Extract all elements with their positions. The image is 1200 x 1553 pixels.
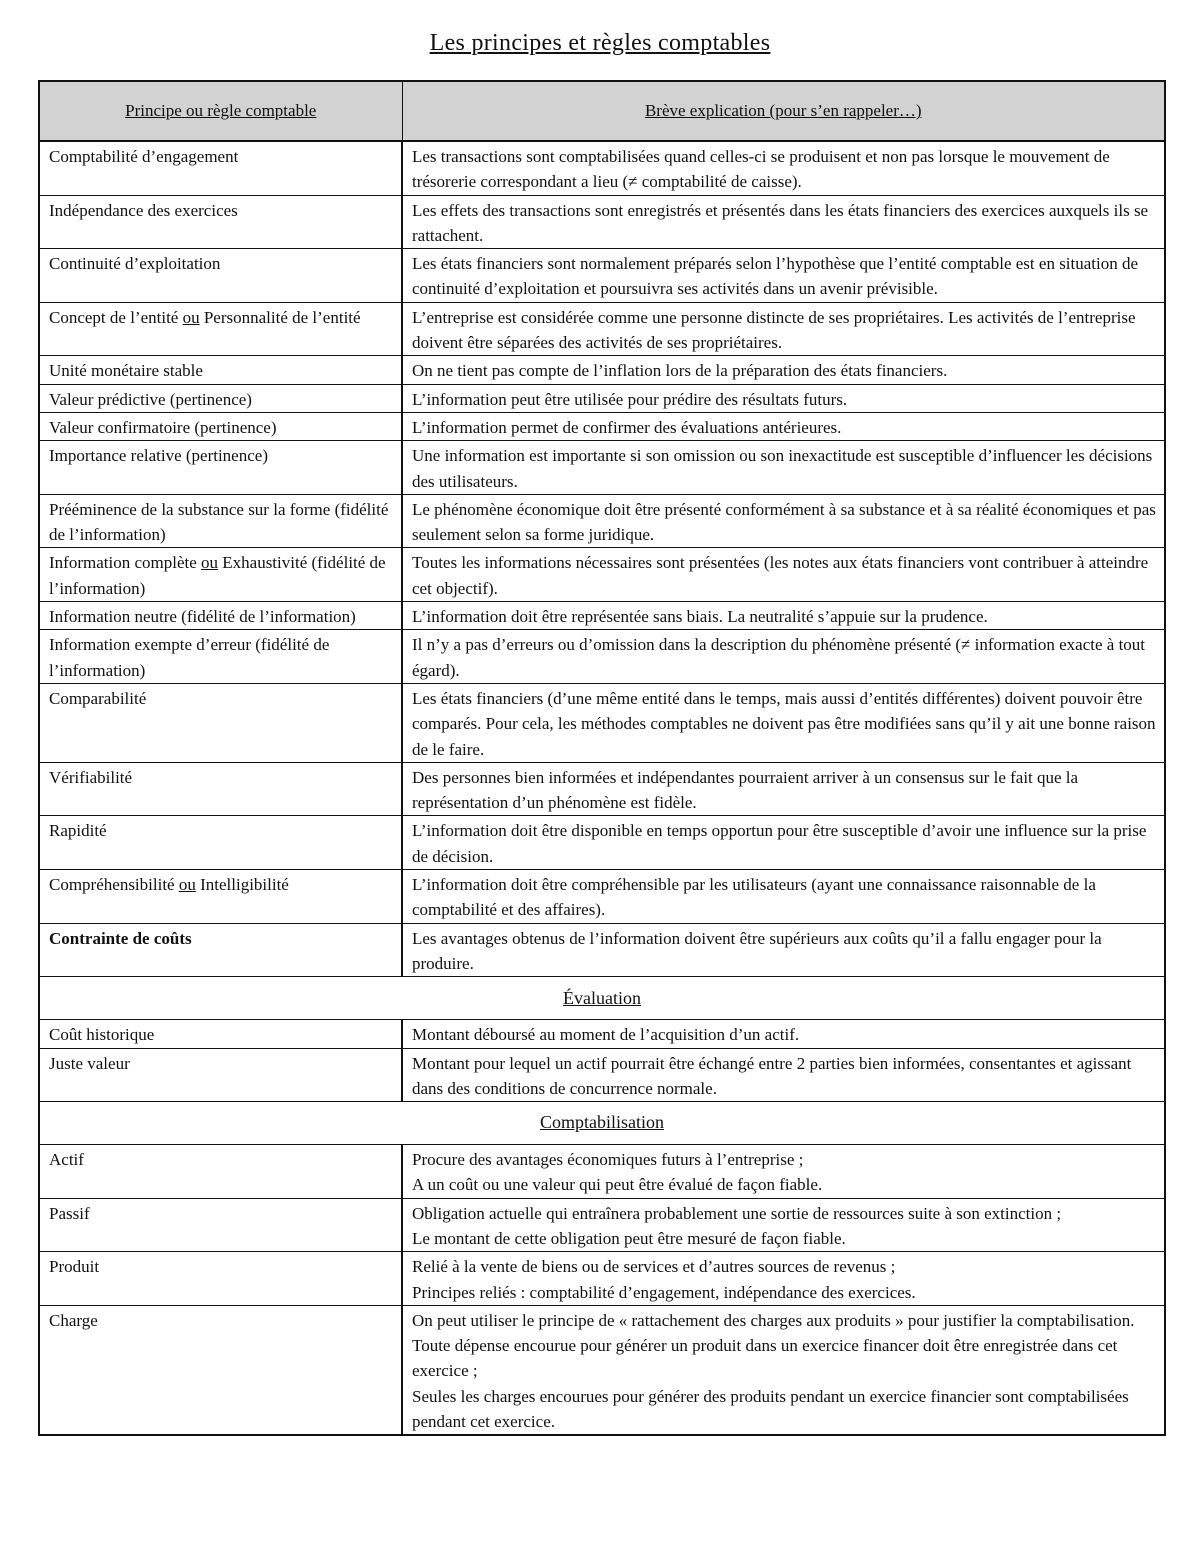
principle-text: Indépendance des exercices xyxy=(49,200,238,220)
explanation-cell xyxy=(402,1252,1165,1306)
principle-text: Intelligibilité xyxy=(195,875,289,895)
document-title: Les principes et règles comptables xyxy=(429,30,771,56)
explanation-cell xyxy=(402,1198,1165,1252)
explanation-cell: Une information est importante si son omission ou son inexactitude est susceptible d’influencer les décisions des utilisateurs. xyxy=(402,441,1165,495)
principle-text: Prééminence de la substance sur la forme (fidélité de l’information) xyxy=(49,499,389,545)
principle-cell xyxy=(39,494,402,548)
table-row xyxy=(39,630,1165,684)
table-row xyxy=(39,195,1165,249)
section-row xyxy=(39,1102,1165,1145)
explanation-line: Le montant de cette obligation peut être mesuré de façon fiable. xyxy=(412,1228,846,1248)
principle-connector: ou xyxy=(182,307,200,327)
explanation-line: Procure des avantages économiques futurs à l’entreprise ; xyxy=(412,1150,804,1170)
principle-cell xyxy=(39,1305,402,1435)
explanation-line: Relié à la vente de biens ou de services et d’autres sources de revenus ; xyxy=(412,1257,896,1277)
table-body xyxy=(39,141,1165,1435)
explanation-line: On peut utiliser le principe de « rattachement des charges aux produits » pour justifier la comptabilisation. Toute dépense encourue pour générer un produit dans un exercice financer doit être enregistrée dans cet exercice ; xyxy=(412,1310,1135,1381)
table-row xyxy=(39,356,1165,384)
principle-cell xyxy=(39,548,402,602)
principle-text: Information complète xyxy=(49,553,202,573)
explanation-line: Seules les charges encourues pour générer des produits pendant un exercice financier sont comptabilisées pendant cet exercice. xyxy=(412,1386,1129,1432)
principle-cell xyxy=(39,384,402,412)
explanation-cell: L’information doit être représentée sans biais. La neutralité s’appuie sur la prudence. xyxy=(402,602,1165,630)
principle-text: Valeur prédictive (pertinence) xyxy=(49,389,252,409)
principle-connector: ou xyxy=(178,875,196,895)
principle-text: Unité monétaire stable xyxy=(49,361,203,381)
explanation-cell: Les états financiers sont normalement préparés selon l’hypothèse que l’entité comptable est en situation de continuité d’exploitation et poursuivra ses activités dans un avenir prévisible. xyxy=(402,249,1165,303)
explanation-cell: Toutes les informations nécessaires sont présentées (les notes aux états financiers vont contribuer à atteindre cet objectif). xyxy=(402,548,1165,602)
table-row xyxy=(39,762,1165,816)
table-row xyxy=(39,1198,1165,1252)
principle-text: Personnalité de l’entité xyxy=(199,307,361,327)
principle-cell xyxy=(39,441,402,495)
table-row xyxy=(39,602,1165,630)
explanation-cell: Montant pour lequel un actif pourrait être échangé entre 2 parties bien informées, consentantes et agissant dans des conditions de concurrence normale. xyxy=(402,1048,1165,1102)
principle-cell xyxy=(39,1048,402,1102)
principle-cell xyxy=(39,602,402,630)
principle-cell xyxy=(39,1020,402,1048)
principle-text: Contrainte de coûts xyxy=(49,928,192,948)
principle-text: Valeur confirmatoire (pertinence) xyxy=(49,417,277,437)
section-heading: Évaluation xyxy=(39,977,1165,1020)
principle-cell xyxy=(39,762,402,816)
section-heading: Comptabilisation xyxy=(39,1102,1165,1145)
principle-cell xyxy=(39,356,402,384)
explanation-cell: Les transactions sont comptabilisées quand celles-ci se produisent et non pas lorsque le mouvement de trésorerie correspondant a lieu (≠ comptabilité de caisse). xyxy=(402,141,1165,195)
principles-table xyxy=(38,80,1166,1436)
explanation-cell: Les états financiers (d’une même entité dans le temps, mais aussi d’entités différentes) doivent pouvoir être comparés. Pour cela, les méthodes comptables ne doivent pas être modifiées sans qu’il y ait une bonne raison de le faire. xyxy=(402,683,1165,762)
table-row xyxy=(39,816,1165,870)
principle-connector: ou xyxy=(201,553,219,573)
principle-text: Continuité d’exploitation xyxy=(49,254,221,274)
explanation-cell: L’entreprise est considérée comme une personne distincte de ses propriétaires. Les activités de l’entreprise doivent être séparées des activités de ses propriétaires. xyxy=(402,302,1165,356)
header-explanation: Brève explication (pour s’en rappeler…) xyxy=(402,81,1165,141)
principle-cell xyxy=(39,302,402,356)
principle-text: Concept de l’entité xyxy=(49,307,183,327)
explanation-cell: On ne tient pas compte de l’inflation lors de la préparation des états financiers. xyxy=(402,356,1165,384)
explanation-cell: Montant déboursé au moment de l’acquisition d’un actif. xyxy=(402,1020,1165,1048)
table-row xyxy=(39,494,1165,548)
principle-cell xyxy=(39,1145,402,1199)
principle-cell xyxy=(39,816,402,870)
table-row xyxy=(39,141,1165,195)
principle-text: Compréhensibilité xyxy=(49,875,179,895)
table-row xyxy=(39,412,1165,440)
principle-text: Comptabilité d’engagement xyxy=(49,147,239,166)
explanation-cell xyxy=(402,1305,1165,1435)
table-row xyxy=(39,870,1165,924)
principle-cell xyxy=(39,195,402,249)
explanation-line: Principes reliés : comptabilité d’engagement, indépendance des exercices. xyxy=(412,1282,916,1302)
principle-cell xyxy=(39,683,402,762)
table-row xyxy=(39,302,1165,356)
table-row xyxy=(39,1305,1165,1435)
principle-cell xyxy=(39,141,402,195)
explanation-cell: Des personnes bien informées et indépendantes pourraient arriver à un consensus sur le fait que la représentation d’un phénomène est fidèle. xyxy=(402,762,1165,816)
explanation-cell: L’information permet de confirmer des évaluations antérieures. xyxy=(402,412,1165,440)
table-row xyxy=(39,441,1165,495)
principle-text: Rapidité xyxy=(49,821,107,841)
table-row xyxy=(39,923,1165,977)
principle-text: Coût historique xyxy=(49,1025,155,1045)
explanation-cell xyxy=(402,1145,1165,1199)
principle-cell xyxy=(39,630,402,684)
table-row xyxy=(39,384,1165,412)
principle-text: Comparabilité xyxy=(49,688,147,708)
principle-text: Produit xyxy=(49,1257,100,1277)
table-header xyxy=(39,81,1165,141)
table-row xyxy=(39,1145,1165,1199)
principle-cell xyxy=(39,923,402,977)
explanation-cell: L’information doit être compréhensible par les utilisateurs (ayant une connaissance raisonnable de la comptabilité et des affaires). xyxy=(402,870,1165,924)
principle-text: Exhaustivité (fidélité de l’information) xyxy=(49,553,386,598)
explanation-cell: Il n’y a pas d’erreurs ou d’omission dans la description du phénomène présenté (≠ information exacte à tout égard). xyxy=(402,630,1165,684)
principle-text: Information exempte d’erreur (fidélité de l’information) xyxy=(49,635,330,680)
table-row xyxy=(39,1020,1165,1048)
principle-text: Passif xyxy=(49,1203,90,1223)
table-row xyxy=(39,249,1165,303)
header-row xyxy=(39,81,1165,141)
section-row xyxy=(39,977,1165,1020)
table-row xyxy=(39,1048,1165,1102)
principle-text: Information neutre (fidélité de l’information) xyxy=(49,607,356,627)
principle-cell xyxy=(39,870,402,924)
principle-cell xyxy=(39,249,402,303)
explanation-cell: Les effets des transactions sont enregistrés et présentés dans les états financiers des exercices auxquels ils se rattachent. xyxy=(402,195,1165,249)
principle-text: Juste valeur xyxy=(49,1053,130,1073)
principle-cell xyxy=(39,1198,402,1252)
explanation-line: Obligation actuelle qui entraînera probablement une sortie de ressources suite à son extinction ; xyxy=(412,1203,1062,1223)
principle-text: Charge xyxy=(49,1310,98,1330)
table-row xyxy=(39,1252,1165,1306)
table-row xyxy=(39,548,1165,602)
header-principle: Principe ou règle comptable xyxy=(39,81,402,141)
explanation-cell: L’information peut être utilisée pour prédire des résultats futurs. xyxy=(402,384,1165,412)
table-row xyxy=(39,683,1165,762)
explanation-line: A un coût ou une valeur qui peut être évalué de façon fiable. xyxy=(412,1175,823,1195)
principle-text: Vérifiabilité xyxy=(49,767,133,787)
principle-text: Importance relative (pertinence) xyxy=(49,446,268,466)
explanation-cell: L’information doit être disponible en temps opportun pour être susceptible d’avoir une influence sur la prise de décision. xyxy=(402,816,1165,870)
explanation-cell: Les avantages obtenus de l’information doivent être supérieurs aux coûts qu’il a fallu engager pour la produire. xyxy=(402,923,1165,977)
principle-cell xyxy=(39,1252,402,1306)
principle-text: Actif xyxy=(49,1150,84,1170)
explanation-cell: Le phénomène économique doit être présenté conformément à sa substance et à sa réalité économiques et pas seulement selon sa forme juridique. xyxy=(402,494,1165,548)
principle-cell xyxy=(39,412,402,440)
